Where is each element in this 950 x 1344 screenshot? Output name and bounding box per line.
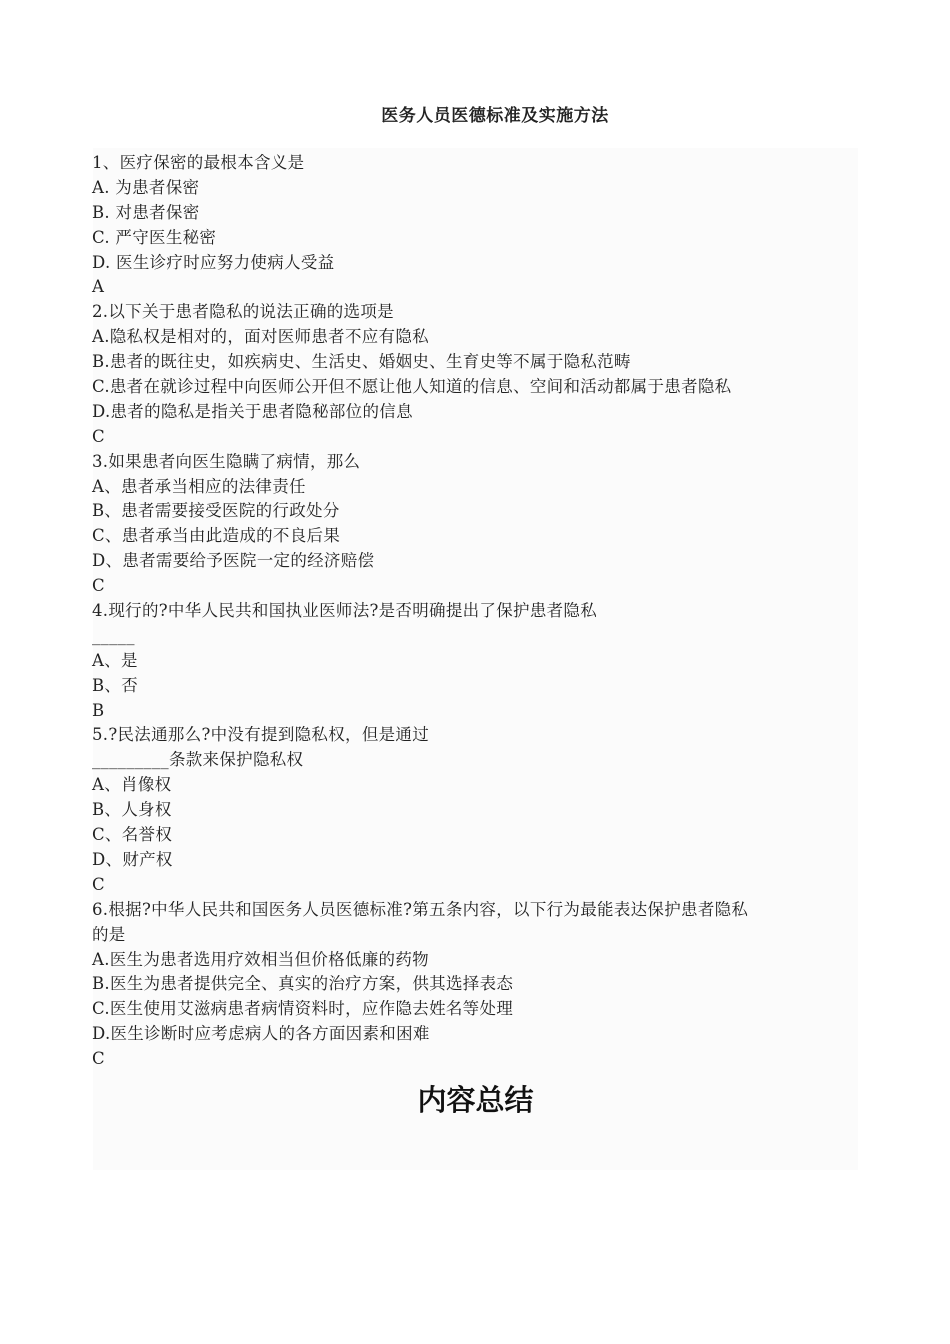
text-line: D、财产权 xyxy=(92,849,173,869)
text-line: C、名誉权 xyxy=(92,825,173,845)
text-line: A、肖像权 xyxy=(92,775,172,795)
text-line: 的是 xyxy=(92,924,126,944)
text-line: 3.如果患者向医生隐瞒了病情，那么 xyxy=(92,451,361,471)
text-line: 6.根据?中华人民共和国医务人员医德标准?第五条内容，以下行为最能表达保护患者隐私 xyxy=(92,899,749,919)
text-line: C.患者在就诊过程中向医师公开但不愿让他人知道的信息、空间和活动都属于患者隐私 xyxy=(92,377,732,397)
text-line: D、患者需要给予医院一定的经济赔偿 xyxy=(92,551,375,571)
text-line: C. 严守医生秘密 xyxy=(92,227,217,247)
text-line: B.患者的既往史，如疾病史、生活史、婚姻史、生育史等不属于隐私范畴 xyxy=(92,352,631,372)
text-line: A、是 xyxy=(92,650,138,670)
text-line: D. 医生诊疗时应努力使病人受益 xyxy=(92,252,335,272)
text-line: B、人身权 xyxy=(92,800,172,820)
question-list xyxy=(92,151,852,1072)
page-title: 医务人员医德标准及实施方法 xyxy=(381,106,609,126)
text-line: _________条款来保护隐私权 xyxy=(92,750,304,770)
text-line: C xyxy=(92,576,105,596)
text-line: A.隐私权是相对的，面对医师患者不应有隐私 xyxy=(92,327,429,347)
text-line: B、患者需要接受医院的行政处分 xyxy=(92,501,340,521)
text-line: D.患者的隐私是指关于患者隐秘部位的信息 xyxy=(92,401,413,421)
text-line: 1、医疗保密的最根本含义是 xyxy=(92,153,305,172)
text-line: D.医生诊断时应考虑病人的各方面因素和困难 xyxy=(92,1024,430,1044)
text-line: B.医生为患者提供完全、真实的治疗方案，供其选择表态 xyxy=(92,974,514,994)
text-line: _____ xyxy=(92,625,135,645)
text-line: C xyxy=(92,1049,105,1069)
text-line: A. 为患者保密 xyxy=(92,177,200,197)
text-line: C xyxy=(92,426,105,446)
text-line: B. 对患者保密 xyxy=(92,202,200,222)
text-line: 2.以下关于患者隐私的说法正确的选项是 xyxy=(92,302,394,322)
summary-heading: 内容总结 xyxy=(417,1083,534,1117)
text-line: B xyxy=(92,700,105,720)
text-line: C、患者承当由此造成的不良后果 xyxy=(92,526,341,546)
text-line: 4.现行的?中华人民共和国执业医师法?是否明确提出了保护患者隐私 xyxy=(92,601,598,621)
text-line: B、否 xyxy=(92,675,139,695)
text-line: C xyxy=(92,874,105,894)
text-line: C.医生使用艾滋病患者病情资料时，应作隐去姓名等处理 xyxy=(92,999,514,1019)
text-line: 5.?民法通那么?中没有提到隐私权，但是通过 xyxy=(92,725,430,745)
text-line: A.医生为患者选用疗效相当但价格低廉的药物 xyxy=(92,949,429,969)
text-line: A xyxy=(92,277,105,297)
text-line: A、患者承当相应的法律责任 xyxy=(92,476,306,496)
